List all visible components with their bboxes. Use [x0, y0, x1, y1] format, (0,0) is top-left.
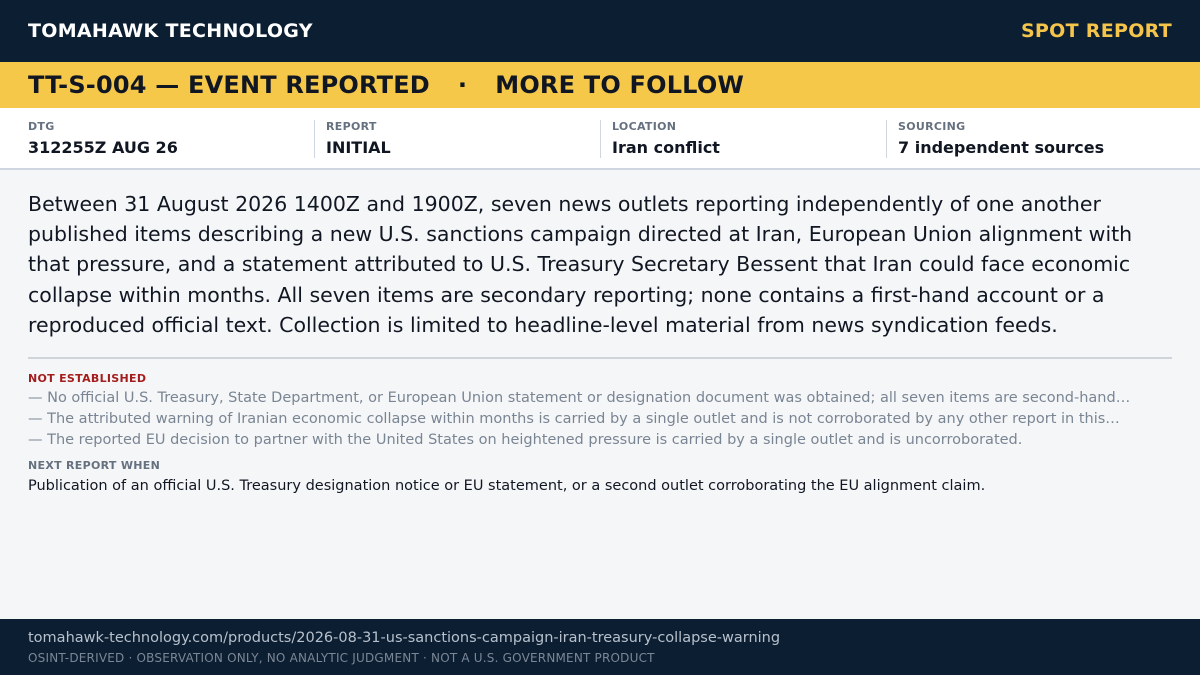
meta-value: Iran conflict — [612, 138, 720, 157]
meta-key: DTG — [28, 120, 55, 133]
meta-value: INITIAL — [326, 138, 391, 157]
meta-key: SOURCING — [898, 120, 966, 133]
not-established-item: — The attributed warning of Iranian economic collapse within months is carried by a single outlet and is not corroborated by any other report in this… — [28, 411, 1120, 427]
not-established-item: — The reported EU decision to partner with the United States on heightened pressure is carried by a single outlet and is uncorroborated. — [28, 432, 1023, 448]
brand-name: TOMAHAWK TECHNOLOGY — [28, 20, 313, 42]
meta-report — [314, 120, 600, 158]
meta-location — [600, 120, 886, 158]
meta-value: 312255Z AUG 26 — [28, 138, 178, 157]
report-id-status: TT-S-004 — EVENT REPORTED — [28, 71, 430, 99]
meta-value: 7 independent sources — [898, 138, 1105, 157]
metadata-strip — [0, 108, 1200, 170]
banner-separator: · — [457, 71, 468, 99]
meta-dtg — [28, 120, 314, 158]
follow-status: MORE TO FOLLOW — [495, 71, 745, 99]
not-established-item: — No official U.S. Treasury, State Department, or European Union statement or designation document was obtained; all seven items are second-hand… — [28, 390, 1131, 406]
meta-key: REPORT — [326, 120, 377, 133]
meta-sourcing — [886, 120, 1172, 158]
not-established-list — [28, 388, 1172, 451]
report-type-label: SPOT REPORT — [1020, 20, 1172, 42]
not-established-label: NOT ESTABLISHED — [28, 372, 147, 385]
footer — [0, 619, 1200, 675]
summary-paragraph: Between 31 August 2026 1400Z and 1900Z, seven news outlets reporting independently of one another published items describing a new U.S. sanctions campaign directed at Iran, European Union alignment with that pressure, and a statement attributed to U.S. Treasury Secretary Bessent that Iran could face economic collapse within months. All seven items are secondary reporting; none contains a first-hand account or a reproduced official text. Collection is limited to headline-level material from news syndication feeds. — [28, 192, 1133, 337]
section-divider — [28, 357, 1172, 359]
status-banner — [0, 62, 1200, 108]
next-report-label: NEXT REPORT WHEN — [28, 459, 161, 472]
footer-url[interactable]: tomahawk-technology.com/products/2026-08-31-us-sanctions-campaign-iran-treasury-collapse-warning — [28, 630, 781, 646]
meta-key: LOCATION — [612, 120, 677, 133]
next-report-text: Publication of an official U.S. Treasury designation notice or EU statement, or a second outlet corroborating the EU alignment claim. — [28, 478, 986, 494]
footer-disclaimer: OSINT-DERIVED · OBSERVATION ONLY, NO ANALYTIC JUDGMENT · NOT A U.S. GOVERNMENT PRODUCT — [28, 651, 655, 665]
top-bar — [0, 0, 1200, 62]
